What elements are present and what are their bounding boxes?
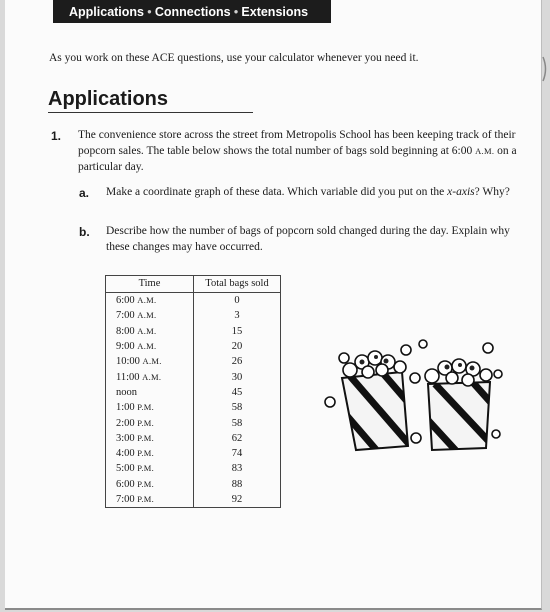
bags-cell: 45 (231, 386, 243, 398)
table-header-row (106, 276, 281, 293)
part-b-label: b. (79, 225, 90, 239)
section-title: Applications (48, 88, 253, 113)
part-a-italic: x-axis (447, 186, 475, 198)
bags-cell: 62 (231, 432, 243, 444)
section-nav-header (53, 0, 331, 23)
bags-cell: 88 (231, 478, 243, 490)
time-value: 8:00 (116, 325, 135, 337)
time-value: 1:00 (116, 402, 135, 414)
time-suffix: P.M. (137, 463, 155, 474)
time-cell (106, 431, 194, 446)
table-row (106, 431, 281, 446)
time-suffix: P.M. (137, 417, 155, 428)
bags-cell: 20 (231, 341, 243, 353)
table-row (106, 308, 281, 323)
table-row (106, 369, 281, 384)
bags-cell: 3 (234, 310, 240, 322)
part-a-text (106, 184, 526, 200)
time-cell (106, 415, 194, 430)
time-cell (106, 385, 194, 400)
bags-cell: 92 (231, 494, 243, 505)
header-separator-icon: ● (147, 7, 152, 16)
table-row (106, 415, 281, 430)
time-cell (106, 339, 194, 354)
time-suffix: P.M. (137, 432, 155, 443)
time-cell (106, 293, 194, 309)
part-a-body: Make a coordinate graph of these data. Which variable did you put on the (106, 186, 448, 198)
time-suffix: A.M. (475, 146, 495, 156)
question-body-end: on a particular day. (78, 145, 517, 173)
time-value: 3:00 (116, 432, 135, 444)
time-cell (106, 308, 194, 323)
time-cell (106, 400, 194, 415)
table-row (106, 324, 281, 339)
time-value: 11:00 (116, 371, 140, 383)
time-suffix: P.M. (137, 448, 155, 459)
time-cell (106, 354, 194, 369)
bags-cell: 74 (231, 448, 243, 460)
table-row (106, 339, 281, 354)
time-value: 10:00 (116, 356, 140, 368)
popcorn-sales-table (105, 275, 281, 508)
time-value: 5:00 (116, 463, 135, 475)
time-suffix: P.M. (137, 494, 155, 504)
header-total-bags: Total bags sold (194, 276, 281, 293)
part-a-end: ? Why? (474, 186, 510, 198)
time-suffix: A.M. (137, 325, 157, 336)
time-value: 6:00 (116, 478, 135, 490)
part-a-label: a. (79, 186, 90, 200)
question-body: The convenience store across the street from Metropolis School has been keeping track of their popcorn sales. The table below shows the total number of bags sold beginning at 6:00 (78, 129, 516, 157)
time-cell (106, 369, 194, 384)
table-row (106, 293, 281, 309)
bags-cell: 30 (231, 371, 243, 383)
time-value: 2:00 (116, 417, 135, 429)
table-row (106, 446, 281, 461)
textbook-page (5, 0, 542, 610)
time-value: 7:00 (116, 494, 135, 505)
time-cell (106, 324, 194, 339)
time-suffix: A.M. (137, 310, 157, 321)
page-edge-mark (541, 55, 549, 83)
time-value: 6:00 (116, 295, 135, 307)
header-extensions: Extensions (241, 4, 309, 19)
bags-cell: 83 (231, 463, 243, 475)
time-value: 9:00 (116, 341, 135, 353)
time-suffix: A.M. (142, 371, 162, 382)
header-connections: Connections (154, 4, 231, 19)
time-value: 4:00 (116, 448, 135, 460)
bags-cell: 58 (231, 402, 243, 414)
part-b-text: Describe how the number of bags of popcorn sold changed during the day. Explain why these changes may have occurred. (106, 225, 510, 253)
table-row (106, 385, 281, 400)
bags-cell: 15 (231, 325, 243, 337)
time-cell (106, 461, 194, 476)
table-row (106, 477, 281, 492)
popcorn-bags-icon (320, 336, 505, 454)
question-text (78, 127, 518, 175)
time-value: 7:00 (116, 310, 135, 322)
time-suffix: P.M. (137, 478, 155, 489)
time-cell (106, 446, 194, 461)
time-cell (106, 477, 194, 492)
table-row (106, 400, 281, 415)
table-row (106, 461, 281, 476)
time-suffix: A.M. (137, 295, 157, 306)
intro-text: As you work on these ACE questions, use your calculator whenever you need it. (49, 52, 419, 64)
table-row (106, 492, 281, 508)
time-cell (106, 492, 194, 508)
bags-cell: 58 (231, 417, 243, 429)
table-row (106, 354, 281, 369)
time-suffix: A.M. (142, 356, 162, 367)
table-body (106, 293, 281, 508)
time-suffix: A.M. (137, 341, 157, 352)
header-applications: Applications (69, 4, 145, 19)
header-separator-icon: ● (233, 7, 239, 16)
bags-cell: 26 (231, 356, 243, 368)
time-suffix: P.M. (137, 402, 155, 413)
time-value: noon (116, 386, 137, 398)
header-time: Time (106, 276, 194, 293)
bags-cell: 0 (234, 295, 240, 307)
question-number: 1. (51, 129, 62, 143)
